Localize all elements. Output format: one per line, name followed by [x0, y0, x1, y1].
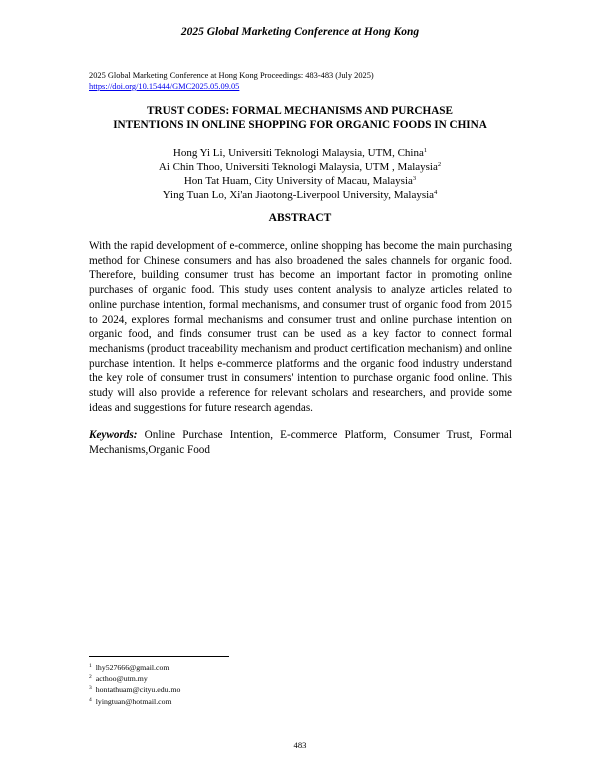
- author-list: [60, 146, 540, 202]
- author-line: Hon Tat Huam, City University of Macau, Malaysia$^3$: [183, 175, 417, 187]
- footnotes: [89, 662, 180, 707]
- proceedings-citation: 2025 Global Marketing Conference at Hong Kong Proceedings: 483-483 (July 2025): [89, 71, 374, 80]
- author-affiliation-marker: 2: [437, 161, 442, 168]
- footnote-email: lhy527666@gmail.com: [95, 663, 170, 672]
- footnote-email: hontathuam@cityu.edu.mo: [95, 685, 181, 695]
- abstract-heading: ABSTRACT: [268, 212, 332, 224]
- footnote-email: acthoo@utm.my: [95, 674, 148, 684]
- paper-title: [60, 104, 540, 132]
- paper-title-line-1: TRUST CODES: FORMAL MECHANISMS AND PURCHASE: [147, 105, 453, 117]
- author-affiliation-marker: 4: [434, 189, 438, 196]
- footnote-item: $^2$ acthoo@utm.my: [89, 674, 148, 684]
- author-line: Ying Tuan Lo, Xi'an Jiaotong-Liverpool University, Malaysia$^4$: [162, 189, 438, 201]
- paper-title-line-2: INTENTIONS IN ONLINE SHOPPING FOR ORGANIC FOODS IN CHINA: [113, 119, 487, 131]
- doi-link[interactable]: https://doi.org/10.15444/GMC2025.05.09.05: [89, 82, 240, 91]
- footnote-email: lyingtuan@hotmail.com: [95, 696, 172, 706]
- footnote-item: $^1$ lhy527666@gmail.com: [89, 663, 170, 672]
- keywords-label: Keywords:: [89, 429, 138, 441]
- keywords-text: Online Purchase Intention, E-commerce Platform, Consumer Trust, Formal Mechanisms,Organic Food: [89, 429, 513, 456]
- author-line: Ai Chin Thoo, Universiti Teknologi Malaysia, UTM , Malaysia$^2$: [158, 161, 442, 173]
- footnote-item: $^3$ hontathuam@cityu.edu.mo: [89, 685, 181, 695]
- keywords-section: [89, 428, 512, 457]
- footnote-divider: [89, 656, 229, 657]
- page-number: 483: [293, 740, 307, 750]
- abstract-body: With the rapid development of e-commerce, online shopping has become the main purchasing method for Chinese consumers and has also broadened the sales channels for organic food. Therefore, building consumer trust has become an important factor in promoting online purchases of organic food. This study uses content analysis to analyze articles related to online purchase intention, formal mechanisms, and consumer trust of organic food from 2015 to 2024, explores formal mechanisms and consumer trust and online purchase intention on organic food, and finds consumer trust can be used as a key factor to connect formal mechanisms (product traceability mechanism and product certification mechanism) and online purchase intention. It helps e-commerce platforms and the organic food industry understand the key role of consumer trust in consumers' intention to purchase organic food online. This study will also provide a reference for relevant scholars and researchers, and provide some ideas and suggestions for future research agendas.: [89, 240, 512, 414]
- author-affiliation-marker: 3: [412, 175, 417, 182]
- conference-header: 2025 Global Marketing Conference at Hong Kong: [180, 26, 420, 38]
- author-affiliation-marker: 1: [423, 147, 428, 154]
- footnote-item: $^4$ lyingtuan@hotmail.com: [89, 696, 172, 706]
- author-line: Hong Yi Li, Universiti Teknologi Malaysia, UTM, China$^1$: [172, 147, 428, 159]
